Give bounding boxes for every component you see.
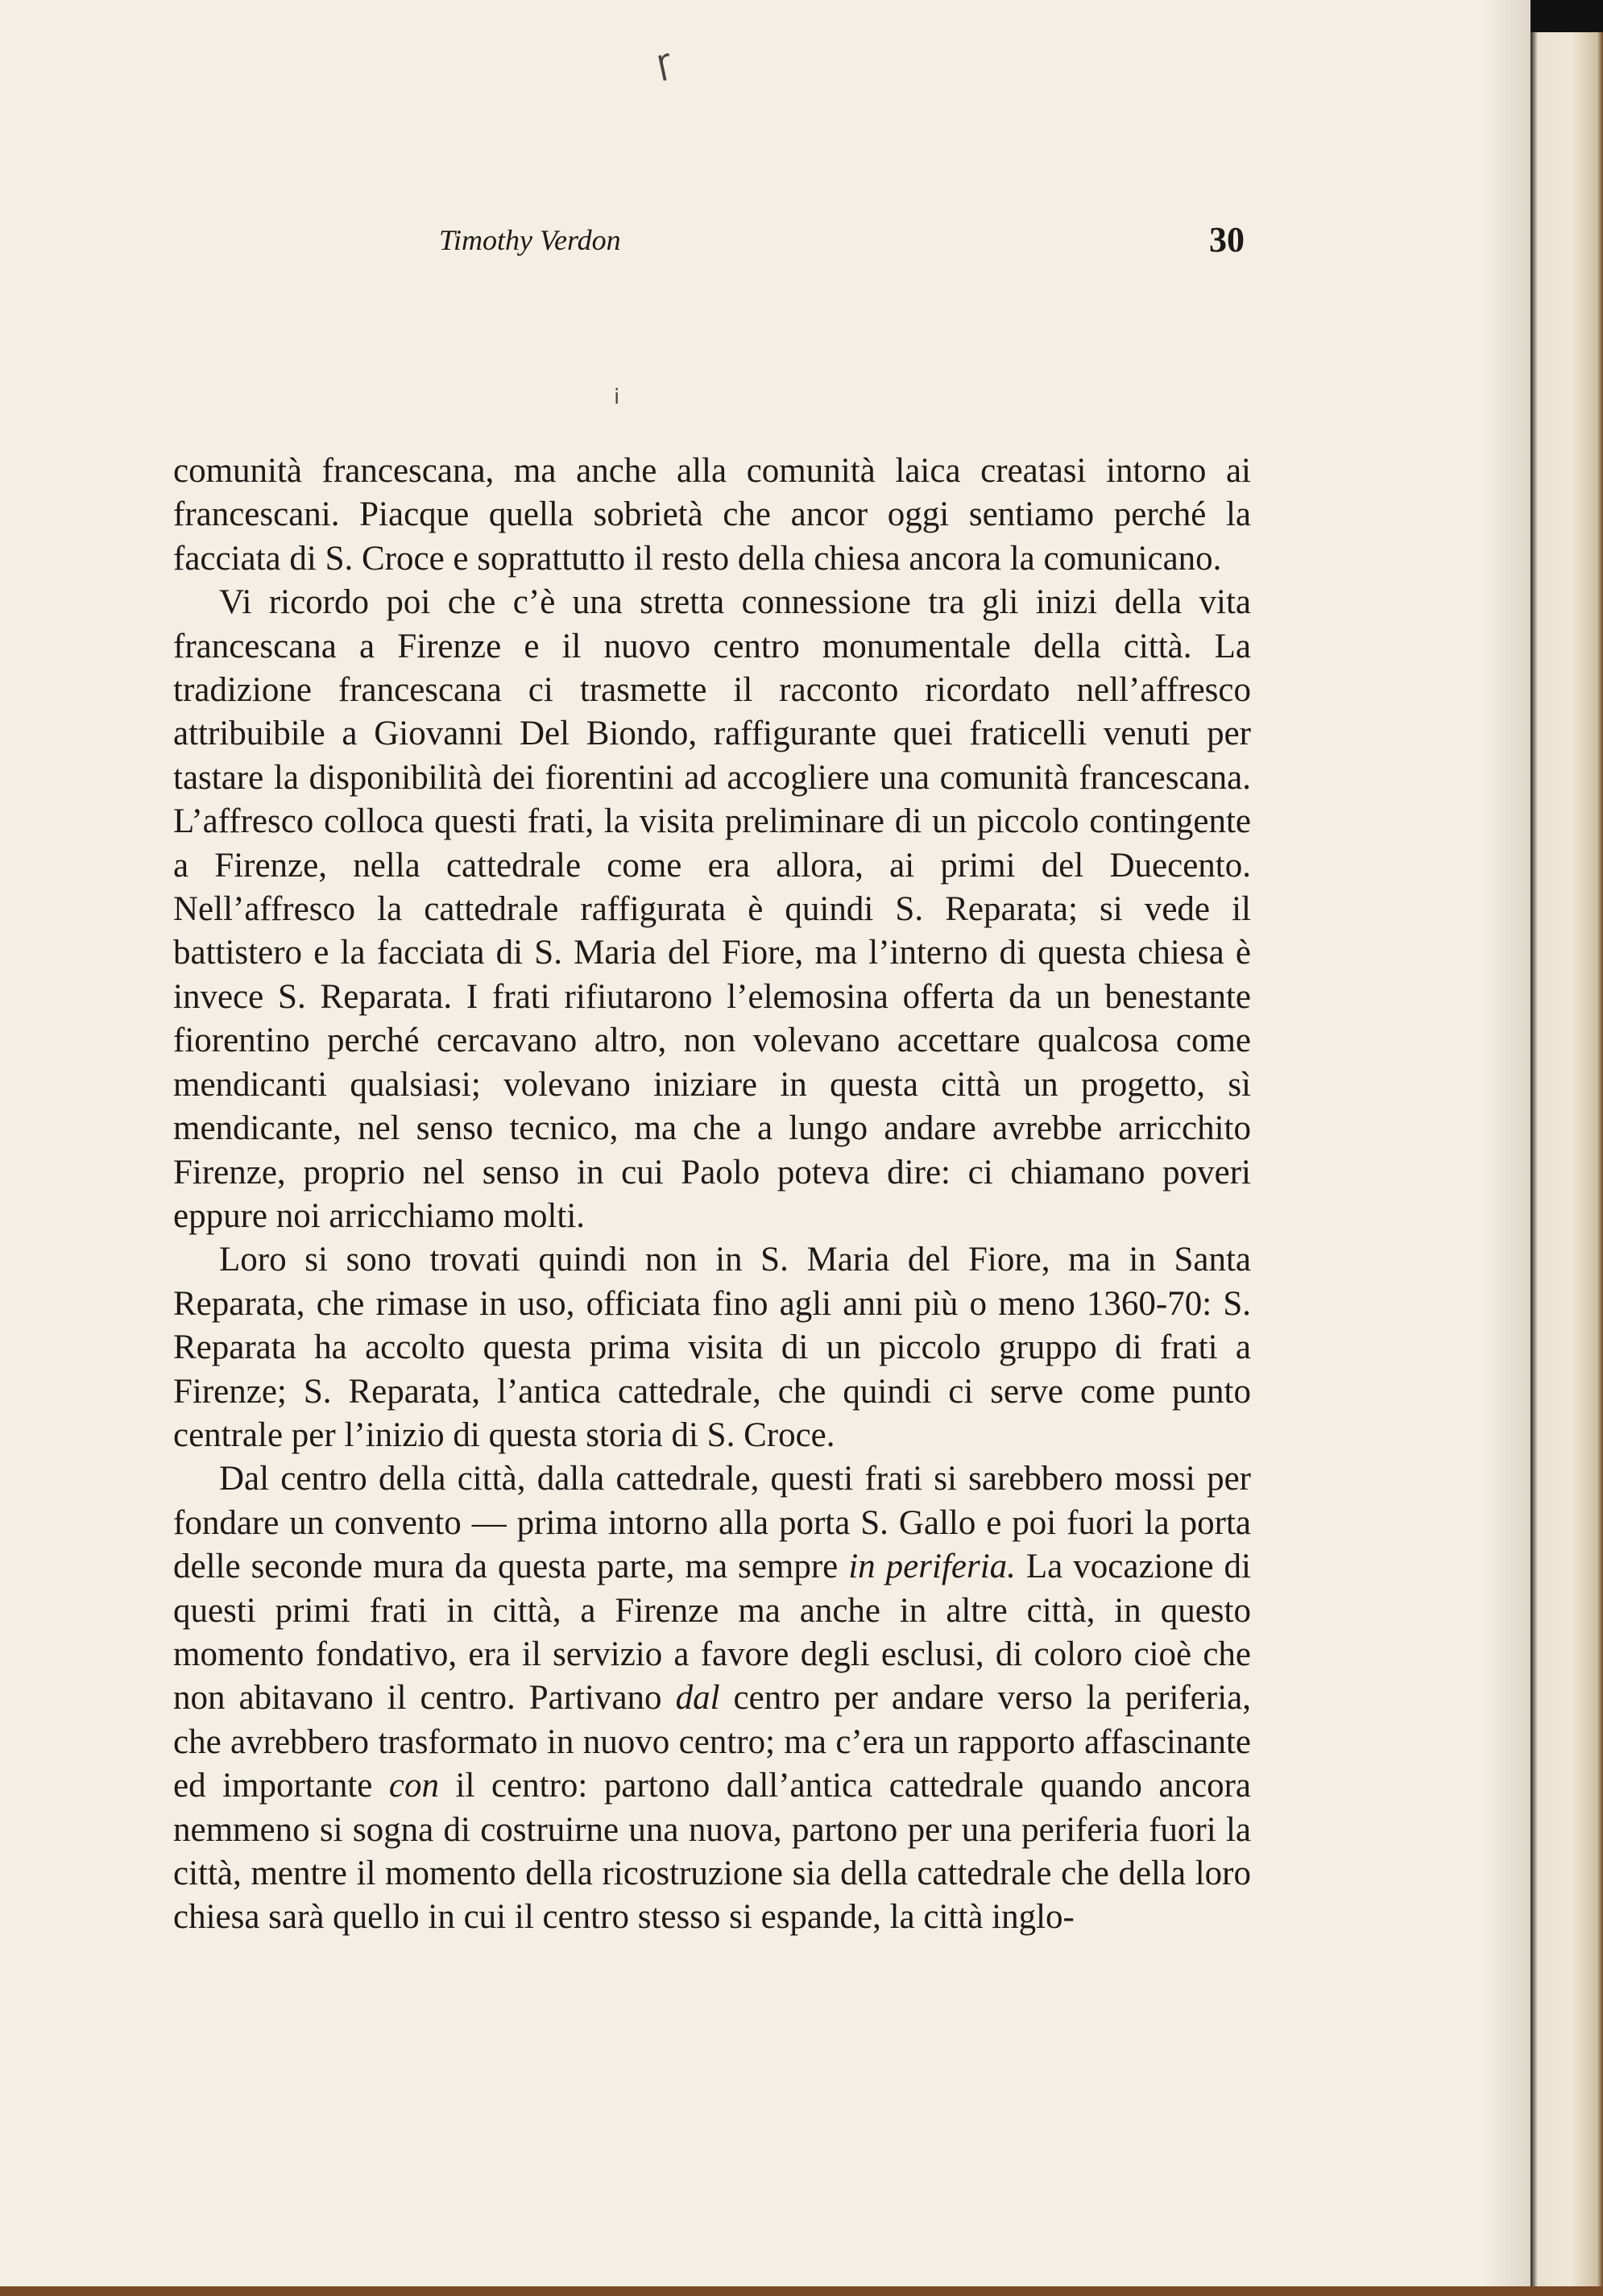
body-text [173, 450, 1251, 1940]
paragraph-4-text-1: Dal centro della città, dalla cattedrale, questi frati si sarebbero mossi per fondare un convento — prima intorno alla porta S. Gallo e poi fuori la porta delle seconde mura da questa parte, ma sempre [173, 1460, 1251, 1586]
page-header [439, 216, 1245, 264]
page-number: 30 [1209, 220, 1245, 259]
paragraph-4-emphasis-in-periferia: in periferia. [848, 1548, 1016, 1586]
pencil-mark: ɼ [652, 40, 675, 83]
paragraph-4 [173, 1457, 1251, 1939]
running-head-author: Timothy Verdon [439, 224, 621, 256]
paragraph-4-text-2: La vocazione di questi primi frati in città, a Firenze ma anche in altre città, in questo momento fondativo, era il servizio a favore degli esclusi, di coloro cioè che non abitavano il centro. Partivano [173, 1548, 1252, 1718]
paragraph-4-emphasis-dal: dal [675, 1679, 720, 1718]
paragraph-3: Loro si sono trovati quindi non in S. Maria del Fiore, ma in Santa Reparata, che rimase in uso, officiata fino agli anni più o meno 1360-70: S. Reparata ha accolto questa prima visita di un piccolo gruppo di frati a Firenze; S. Reparata, l’antica cattedrale, che quindi ci serve come punto centrale per l’inizio di questa storia di S. Croce. [173, 1241, 1251, 1454]
book-bottom-edge [0, 2286, 1603, 2296]
paragraph-4-emphasis-con: con [388, 1767, 440, 1805]
paragraph-4-text-3: centro per andare verso la periferia, che avrebbero trasformato in nuovo centro; ma c’era un rapporto affascinante ed importante [173, 1679, 1251, 1805]
book-binding-edge [1531, 0, 1603, 2296]
paragraph-4-text-4: il centro: partono dall’antica cattedrale quando ancora nemmeno si sogna di costruirne una nuova, partono per una periferia fuori la città, mentre il momento della ricostruzione sia della cattedrale che della loro chiesa sarà quello in cui il centro stesso si espande, la città inglo- [173, 1767, 1251, 1937]
binding-dark-band [1531, 0, 1603, 32]
paragraph-2: Vi ricordo poi che c’è una stretta connessione tra gli inizi della vita francescana a Firenze e il nuovo centro monumentale della città. La tradizione francescana ci trasmette il racconto ricordato nell’affresco attribuibile a Giovanni Del Biondo, raffigurante quei fraticelli venuti per tastare la disponibilità dei fiorentini ad accogliere una comunità francescana. L’affresco colloca questi frati, la visita preliminare di un piccolo contingente a Firenze, nella cattedrale come era allora, ai primi del Duecento. Nell’affresco la cattedrale raffigurata è quindi S. Reparata; si vede il battistero e la facciata di S. Maria del Fiore, ma l’interno di questa chiesa è invece S. Reparata. I frati rifiutarono l’elemosina offerta da un benestante fiorentino perché cercavano altro, non volevano accettare qualcosa come mendicanti qualsiasi; volevano iniziare in questa città un progetto, sì mendicante, nel senso tecnico, ma che a lungo andare avrebbe arricchito Firenze, proprio nel senso in cui Paolo poteva dire: ci chiamano poveri eppure noi arricchiamo molti. [173, 583, 1251, 1235]
paragraph-1: comunità francescana, ma anche alla comunità laica creatasi intorno ai francescani. Piacque quella sobrietà che ancor oggi sentiamo perché la facciata di S. Croce e soprattutto il resto della chiesa ancora la comunicano. [173, 452, 1251, 578]
page-gutter-shadow [1482, 0, 1531, 2296]
pencil-mark-small: i [614, 385, 620, 409]
